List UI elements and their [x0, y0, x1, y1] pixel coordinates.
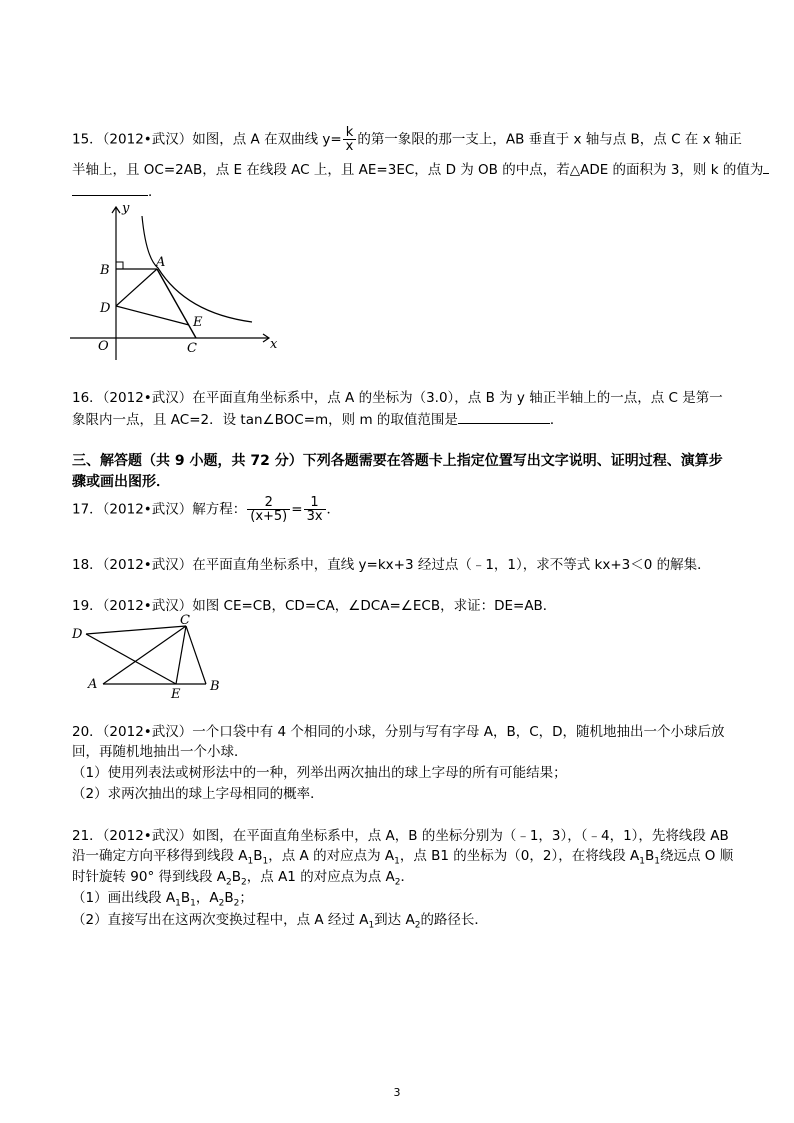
q21-sub: 1: [639, 856, 645, 867]
q21-sub: 1: [190, 898, 196, 909]
q15-fraction: [343, 126, 357, 153]
q21-l2-c: ，点 A 的对应点为 A: [268, 848, 395, 864]
q19-segment-DE: [86, 634, 176, 684]
q15-label-C: C: [187, 341, 197, 356]
q15-segment-DE: [116, 306, 189, 325]
q15-label-D: D: [100, 301, 111, 316]
q21-l2-e: B: [644, 848, 655, 864]
q21-sub: 2: [414, 920, 421, 931]
q21-sub: 2: [233, 898, 240, 909]
q15-label-E: E: [193, 315, 203, 330]
q21-l2-b: B: [253, 848, 263, 864]
q17-end: ．: [326, 501, 341, 518]
q17-fraction-1: [247, 496, 290, 523]
q21-sub: 2: [241, 877, 247, 888]
q17-frac2-den: 3x: [306, 509, 323, 524]
q21-sub: 1: [262, 856, 269, 867]
page-number: 3: [393, 1086, 401, 1099]
q16-line-2: [72, 410, 563, 430]
q21-sub: 1: [394, 856, 400, 867]
q15-label-B: B: [100, 263, 110, 278]
q15-line-2: [72, 160, 769, 180]
q21-l4-d: B: [224, 890, 234, 906]
q21-sub: 2: [218, 898, 225, 909]
q20-line-2: 回，再随机地抽出一个小球．: [72, 744, 248, 760]
q21-l2-a: 沿一确定方向平移得到线段 A: [72, 848, 248, 864]
q19-label-A: A: [88, 677, 98, 692]
q15-frac-num: k: [343, 126, 357, 140]
q19-segment-CE: [176, 626, 186, 684]
q21-sub: 1: [175, 898, 181, 909]
q21-l5-c: 的路径长．: [420, 912, 488, 928]
q19-label-E: E: [171, 687, 181, 700]
q21-l2-f: 绕远点 O 顺: [659, 848, 734, 864]
q15-text-a: 15．（2012•武汉）如图，点 A 在双曲线 y=: [72, 131, 342, 148]
q21-sub: 1: [247, 856, 254, 867]
q16-line-1: 16．（2012•武汉）在平面直角坐标系中，点 A 的坐标为（3.0），点 B 为 y 轴正半轴上的一点，点 C 是第一: [72, 390, 723, 406]
q21-l4-b: B: [180, 890, 191, 906]
q21-l3-b: B: [231, 869, 242, 885]
q17-frac2-num: 1: [304, 496, 326, 510]
q17-fraction-2: [304, 496, 326, 523]
q21-l3-d: ．: [400, 869, 414, 885]
q17-line: [72, 496, 340, 523]
q15-frac-den: x: [345, 139, 354, 154]
q19-label-D: D: [72, 627, 83, 642]
q15-end: ．: [148, 184, 162, 200]
q15-segment-DA: [116, 269, 157, 306]
q21-l3-c: ，点 A1 的对应点为点 A: [246, 869, 395, 885]
q16-answer-blank[interactable]: [458, 423, 550, 424]
q16-text-a: 象限内一点，且 AC=2．设 tan∠BOC=m，则 m 的取值范围是: [72, 412, 458, 428]
q17-frac1-den: (x+5): [250, 509, 288, 524]
q19-figure: [66, 614, 226, 700]
q16-end: ．: [549, 412, 564, 428]
q21-sub: 2: [226, 877, 232, 888]
q17-prefix: 17．（2012•武汉）解方程：: [72, 501, 247, 518]
q19-segment-AC: [103, 626, 186, 684]
q21-l4-c: ，A: [195, 890, 219, 906]
section3-heading-line-2: 骤或画出图形．: [72, 474, 170, 490]
q15-label-y: y: [122, 201, 130, 216]
q19-segment-CB: [186, 626, 206, 684]
q21-l5-b: 到达 A: [374, 912, 415, 928]
q21-line-1: 21．（2012•武汉）如图，在平面直角坐标系中，点 A，B 的坐标分别为（﹣1，3），（﹣4，1），先将线段 AB: [72, 828, 729, 844]
q21-sub: 2: [394, 877, 401, 888]
q17-equals: =: [291, 501, 303, 518]
q19-label-B: B: [210, 679, 220, 694]
q21-sub: 1: [654, 856, 660, 867]
q20-line-4: （2）求两次抽出的球上字母相同的概率．: [72, 786, 324, 802]
q15-answer-blank-tail[interactable]: [763, 173, 769, 174]
q18-line: 18．（2012•武汉）在平面直角坐标系中，直线 y=kx+3 经过点（﹣1，1），求不等式 kx+3＜0 的解集．: [72, 557, 711, 573]
q20-line-3: （1）使用列表法或树形法中的一种，列举出两次抽出的球上字母的所有可能结果；: [72, 765, 567, 781]
q21-line-5: [72, 910, 488, 936]
q15-figure: [66, 198, 286, 360]
q21-l5-a: （2）直接写出在这两次变换过程中，点 A 经过 A: [72, 912, 369, 928]
q19-segment-DC: [86, 626, 186, 634]
q15-text-b: 的第一象限的那一支上，AB 垂直于 x 轴与点 B，点 C 在 x 轴正: [357, 131, 742, 148]
section3-heading-line-1: 三、解答题（共 9 小题，共 72 分）下列各题需要在答题卡上指定位置写出文字说明、证明过程、演算步: [72, 453, 723, 469]
q15-text-c: 半轴上，且 OC=2AB，点 E 在线段 AC 上，且 AE=3EC，点 D 为 OB 的中点，若△ADE 的面积为 3，则 k 的值为: [72, 162, 764, 178]
q19-label-C: C: [180, 614, 190, 628]
q21-l4-e: ；: [239, 890, 253, 906]
q15-label-x: x: [270, 337, 278, 352]
q21-l2-d: ，点 B1 的坐标为（0，2），在将线段 A: [399, 848, 640, 864]
q20-line-1: 20．（2012•武汉）一个口袋中有 4 个相同的小球，分别与写有字母 A，B，C，D，随机地抽出一个小球后放: [72, 724, 725, 740]
q15-line-1: [72, 126, 742, 153]
q15-right-angle-mark: [116, 262, 123, 269]
q15-label-O: O: [98, 339, 109, 354]
q21-l3-a: 时针旋转 90° 得到线段 A: [72, 869, 227, 885]
q15-answer-blank[interactable]: [72, 195, 148, 196]
q15-label-A: A: [156, 255, 166, 270]
q15-segment-AC: [157, 269, 196, 338]
q21-l4-a: （1）画出线段 A: [72, 890, 176, 906]
q17-frac1-num: 2: [247, 496, 290, 510]
q19-line: 19．（2012•武汉）如图 CE=CB，CD=CA，∠DCA=∠ECB，求证：DE=AB．: [72, 598, 557, 614]
q21-sub: 1: [368, 920, 375, 931]
